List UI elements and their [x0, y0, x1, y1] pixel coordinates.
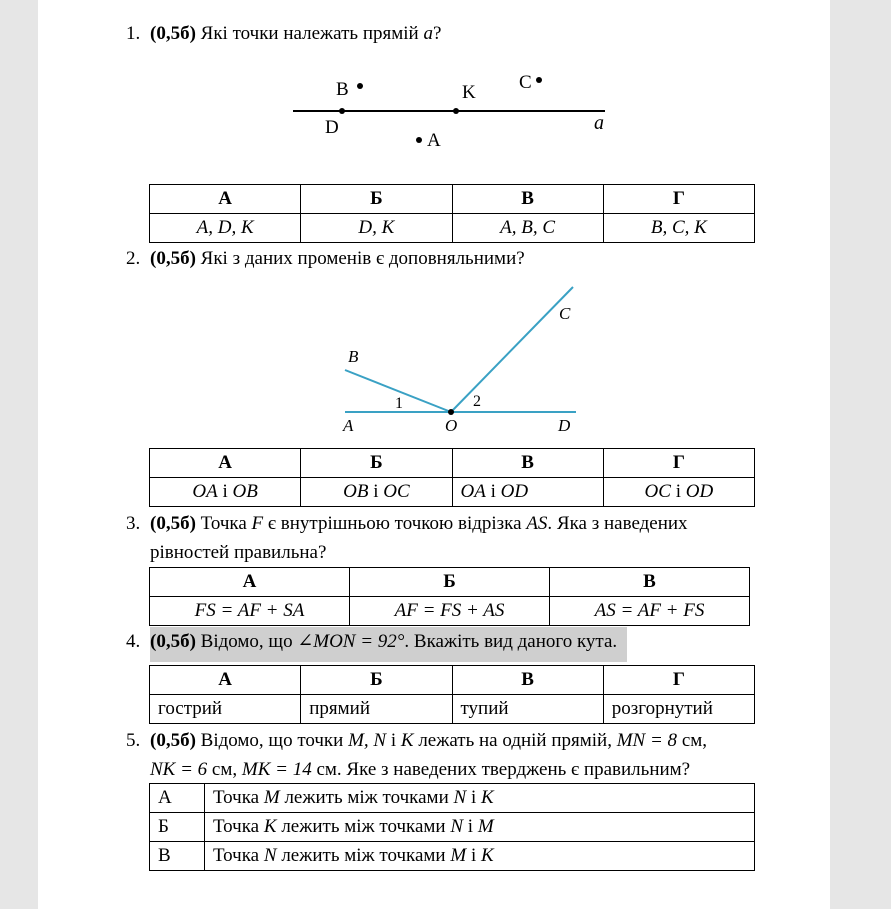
answer-table-4: А Б В Г гострий прямий тупий розгорнутий [149, 665, 755, 724]
question-text: Які точки належать прямій [195, 23, 424, 44]
point-B-marker [357, 83, 363, 89]
option-row[interactable]: Б Точка K лежить між точками N і M [150, 813, 755, 842]
option-c[interactable]: AS = AF + FS [550, 597, 750, 626]
question-number: 1. [126, 23, 141, 44]
question-5-line-2: NK = 6 см, MK = 14 см. Яке з наведених тверджень є правильним? [150, 759, 691, 780]
point-C-marker [536, 77, 542, 83]
answer-table-5 [149, 783, 755, 871]
svg-text:A: A [343, 416, 354, 435]
option-b[interactable]: прямий [301, 695, 452, 724]
label-D: D [325, 117, 339, 138]
ray-OC [451, 287, 573, 412]
figure-line-points [288, 66, 628, 156]
option-a[interactable]: гострий [150, 695, 301, 724]
option-c[interactable]: тупий [452, 695, 603, 724]
option-d[interactable]: OC і OD [603, 478, 754, 507]
svg-text:C: C [559, 304, 571, 323]
svg-text:1: 1 [395, 395, 403, 412]
question-3-line-2: рівностей правильна? [150, 542, 327, 563]
point-K-marker [453, 108, 459, 114]
svg-text:B: B [348, 347, 359, 366]
option-b[interactable]: D, K [301, 214, 452, 243]
option-d[interactable]: B, C, K [603, 214, 754, 243]
point-O-marker [448, 409, 454, 415]
point-D-marker [339, 108, 345, 114]
option-b[interactable]: AF = FS + AS [350, 597, 550, 626]
label-B: B [336, 79, 349, 100]
label-A: A [427, 130, 441, 151]
answer-table-2: А Б В Г OA і OB OB і OC OA і OD OC і OD [149, 448, 755, 507]
points: (0,5б) [150, 23, 196, 44]
svg-text:2: 2 [473, 393, 481, 410]
option-b[interactable]: OB і OC [301, 478, 452, 507]
option-c[interactable]: A, B, C [452, 214, 603, 243]
option-a[interactable]: FS = AF + SA [150, 597, 350, 626]
point-A-marker [416, 137, 422, 143]
option-d[interactable]: розгорнутий [603, 695, 754, 724]
highlighted-question: (0,5б) Відомо, що ∠MON = 92°. Вкажіть вид даного кута. [150, 627, 627, 662]
svg-text:D: D [558, 416, 571, 435]
option-a[interactable]: A, D, K [150, 214, 301, 243]
label-a: a [594, 112, 604, 134]
answer-table-3: А Б В FS = AF + SA AF = FS + AS AS = AF + FS [149, 567, 750, 626]
answer-table-1: А Б В Г A, D, K D, K A, B, C B, C, K [149, 184, 755, 243]
option-row[interactable]: А Точка M лежить між точками N і K [150, 784, 755, 813]
label-K: K [462, 82, 476, 103]
svg-text:O: O [445, 416, 458, 435]
document-page: 1. (0,5б) Які точки належать прямій a? B K C D A a А Б В Г A, D, K D, K A, B, C B, C, K 2. (0,5б) Які з даних променів є доповняльними? B C A O D 1 2 А Б В Г OA і OB OB і OC OA і OD OC і OD 3. (0,5б) Точка F є внутрішньою точкою відрізка AS. Яка з наведених рівностей правильна? А Б В FS = AF + SA AF = FS + AS AS = AF + FS 4. (0,5б) Відомо, що ∠MON = 92°. Вкажіть вид даного кута. А Б В Г гострий прямий тупий розгорнутий 5. (0,5б) Відомо, що точки M, N і K лежать на одній прямій, MN = 8 см, NK = 6 см, MK = 14 см. Яке з наведених тверджень є правильним? А Точка M лежить між точками N і K Б Точка K лежить між точками N і M В Точка N лежить між точками M і K [38, 0, 830, 909]
label-C: C [519, 72, 532, 93]
option-c[interactable]: OA і OD [452, 478, 603, 507]
option-a[interactable]: OA і OB [150, 478, 301, 507]
figure-rays [333, 280, 593, 440]
option-row[interactable]: В Точка N лежить між точками M і K [150, 842, 755, 871]
